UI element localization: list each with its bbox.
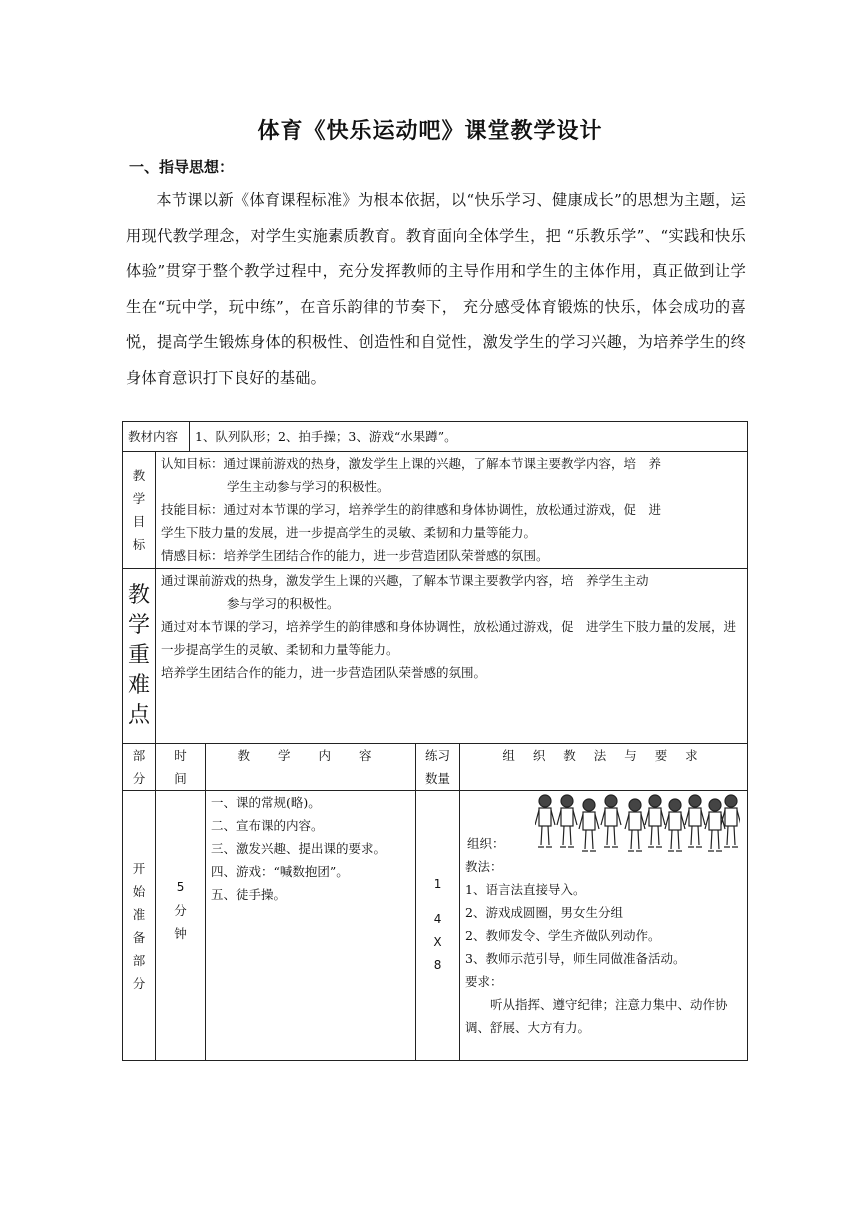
goal-skill-cont: 学生下肢力量的发展，进一步提高学生的灵敏、柔韧和力量等能力。 bbox=[161, 525, 537, 540]
header-content: 教 学 内 容 bbox=[206, 744, 416, 791]
section-heading: 一、指导思想： bbox=[129, 158, 235, 176]
content-label: 教材内容 bbox=[123, 422, 190, 452]
key-point-2: 通过对本节课的学习，培养学生的韵律感和身体协调性，放松通过游戏，促 进学生下肢力量的发展，进一步提高学生的灵敏、柔韧和力量等能力。 bbox=[161, 619, 737, 657]
key-point-1-cont: 参与学习的积极性。 bbox=[227, 596, 340, 611]
key-points-cell bbox=[156, 569, 748, 744]
header-part: 部 分 bbox=[123, 744, 156, 791]
goal-cognitive-cont: 学生主动参与学习的积极性。 bbox=[227, 479, 390, 494]
row-part: 开 始 准 备 部 分 bbox=[123, 791, 156, 1061]
goal-emotion: 情感目标：培养学生团结合作的能力，进一步营造团队荣誉感的氛围。 bbox=[161, 548, 549, 563]
header-practice: 练习 数量 bbox=[416, 744, 460, 791]
goal-cognitive: 认知目标：通过课前游戏的热身，激发学生上课的兴趣，了解本节课主要教学内容，培 养 bbox=[161, 456, 662, 471]
header-time: 时 间 bbox=[156, 744, 206, 791]
key-point-3: 培养学生团结合作的能力，进一步营造团队荣誉感的氛围。 bbox=[161, 665, 487, 680]
requirement-text: 听从指挥、遵守纪律；注意力集中、动作协调、舒展、大方有力。 bbox=[465, 997, 728, 1035]
goals-label: 教 学 目 标 bbox=[123, 452, 156, 569]
row-org: 组织： 教法： 1、语言法直接导入。 2、游戏成圆圈，男女生分组 2、教师发令、学生齐做队列动作。 3、教师示范引导，师生同做准备活动。 要求： 听从指挥、遵守纪律；注意力集中、动作协调、舒展、大方有力。 bbox=[460, 791, 748, 1061]
row-practice: 1 4 X 8 bbox=[416, 791, 460, 1061]
key-point-1: 通过课前游戏的热身，激发学生上课的兴趣，了解本节课主要教学内容，培 养学生主动 bbox=[161, 573, 649, 588]
page-title: 体育《快乐运动吧》课堂教学设计 bbox=[257, 119, 603, 144]
row-time: 5 分 钟 bbox=[156, 791, 206, 1061]
requirement-label: 要求： bbox=[465, 974, 503, 989]
goals-cell bbox=[156, 452, 748, 569]
org-label: 组织： bbox=[467, 836, 505, 851]
lesson-plan-table bbox=[122, 421, 748, 1061]
row-content: 一、课的常规(略)。 二、宣布课的内容。 三、激发兴趣、提出课的要求。 四、游戏：“喊数抱团”。 五、徒手操。 bbox=[206, 791, 416, 1061]
key-points-label: 教 学 重 难 点 bbox=[123, 569, 156, 744]
content-value: 1、队列队形；2、拍手操；3、游戏“水果蹲”。 bbox=[190, 422, 748, 452]
goal-skill: 技能目标：通过对本节课的学习，培养学生的韵律感和身体协调性，放松通过游戏，促 进 bbox=[161, 502, 662, 517]
header-org: 组 织 教 法 与 要 求 bbox=[460, 744, 748, 791]
guiding-idea-paragraph: 本节课以新《体育课程标准》为根本依据，以“快乐学习、健康成长”的思想为主题，运用现代教学理念，对学生实施素质教育。教育面向全体学生，把 “乐教乐学”、“实践和快乐体验”贯穿于整个教学过程中，充分发挥教师的主导作用和学生的主体作用，真正做到让学生在“玩中学，玩中练”，在音乐韵律的节奏下， 充分感受体育锻炼的快乐，体会成功的喜悦，提高学生锻炼身体的积极性、创造性和自觉性，激发学生的学习兴趣，为培养学生的终身体育意识打下良好的基础。 bbox=[126, 191, 746, 387]
method-label: 教法： bbox=[465, 859, 503, 874]
students-formation-figure bbox=[535, 793, 740, 853]
